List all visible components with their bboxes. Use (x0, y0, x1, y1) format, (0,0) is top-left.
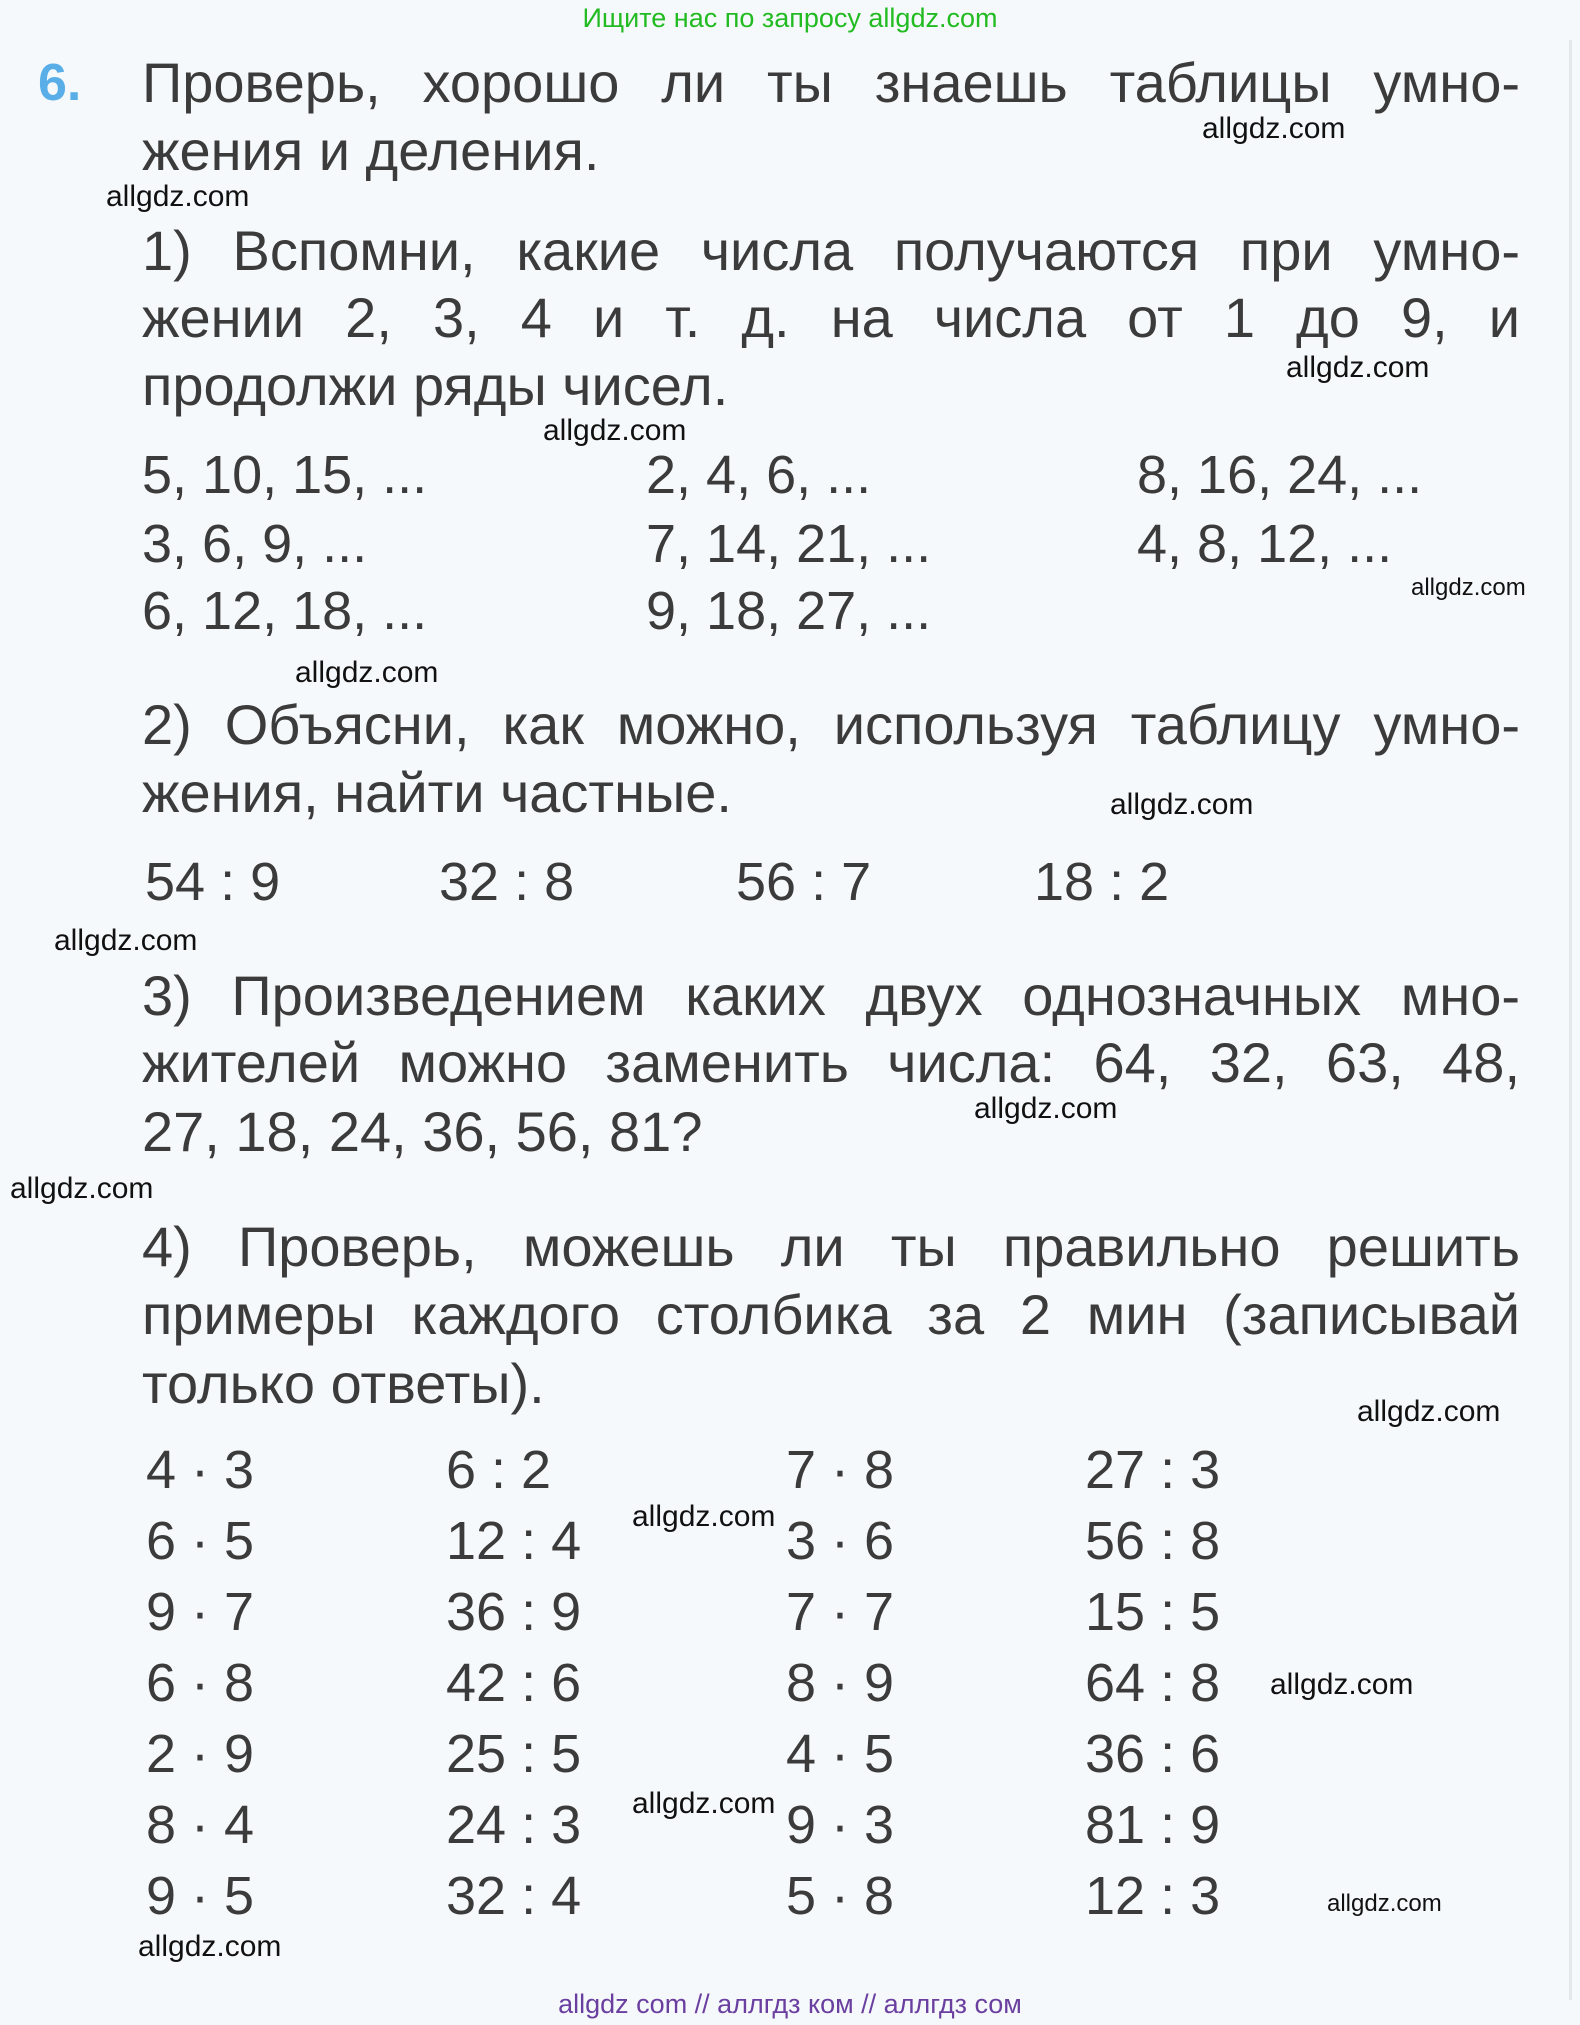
watermark: allgdz.com (1286, 351, 1430, 384)
task1-line: продолжи ряды чисел. (142, 354, 729, 417)
example: 2 · 9 (146, 1724, 255, 1784)
example: 3 · 6 (786, 1511, 895, 1571)
example: 24 : 3 (446, 1795, 582, 1855)
sequence: 2, 4, 6, ... (646, 445, 872, 505)
sequence: 7, 14, 21, ... (646, 514, 932, 574)
example: 4 · 3 (146, 1440, 255, 1500)
watermark: allgdz.com (1110, 788, 1254, 821)
sequence: 4, 8, 12, ... (1137, 514, 1393, 574)
watermark: allgdz.com (54, 924, 198, 957)
task3-line: жителей можно заменить числа: 64, 32, 63, 48, (142, 1031, 1520, 1094)
example: 12 : 4 (446, 1511, 582, 1571)
example: 36 : 9 (446, 1582, 582, 1642)
intro-line: жения и деления. (142, 119, 600, 182)
watermark: allgdz.com (106, 180, 250, 213)
task4-line: 4) Проверь, можешь ли ты правильно решить (142, 1215, 1520, 1278)
sequence: 3, 6, 9, ... (142, 514, 368, 574)
example: 81 : 9 (1085, 1795, 1221, 1855)
watermark: allgdz.com (1411, 574, 1526, 601)
task1-line: 1) Вспомни, какие числа получаются при умно- (142, 219, 1520, 282)
example: 6 : 2 (446, 1440, 552, 1500)
example: 25 : 5 (446, 1724, 582, 1784)
example: 7 · 7 (786, 1582, 895, 1642)
footer-links[interactable]: allgdz com // аллгдз ком // аллгдз сом (558, 1989, 1022, 2019)
watermark: allgdz.com (1357, 1395, 1501, 1428)
watermark: allgdz.com (10, 1172, 154, 1205)
watermark: allgdz.com (632, 1500, 776, 1533)
example: 9 · 3 (786, 1795, 895, 1855)
example: 6 · 8 (146, 1653, 255, 1713)
example: 32 : 4 (446, 1866, 582, 1926)
quotient: 56 : 7 (736, 852, 872, 912)
example: 36 : 6 (1085, 1724, 1221, 1784)
watermark: allgdz.com (1270, 1668, 1414, 1701)
intro-line: Проверь, хорошо ли ты знаешь таблицы умно- (142, 51, 1520, 114)
watermark: allgdz.com (1327, 1890, 1442, 1917)
sequence: 8, 16, 24, ... (1137, 445, 1423, 505)
task2-line: 2) Объясни, как можно, используя таблицу умно- (142, 693, 1520, 756)
watermark: allgdz.com (295, 656, 439, 689)
task1-line: жении 2, 3, 4 и т. д. на числа от 1 до 9, и (142, 286, 1520, 349)
sequence: 5, 10, 15, ... (142, 445, 428, 505)
task3-line: 3) Произведением каких двух однозначных мно- (142, 964, 1520, 1027)
exercise-number: 6. (38, 54, 82, 112)
task3-line: 27, 18, 24, 36, 56, 81? (142, 1100, 703, 1163)
example: 5 · 8 (786, 1866, 895, 1926)
watermark: allgdz.com (632, 1787, 776, 1820)
search-banner[interactable]: Ищите нас по запросу allgdz.com (582, 3, 998, 33)
example: 7 · 8 (786, 1440, 895, 1500)
example: 6 · 5 (146, 1511, 255, 1571)
example: 27 : 3 (1085, 1440, 1221, 1500)
example: 8 · 4 (146, 1795, 255, 1855)
watermark: allgdz.com (543, 414, 687, 447)
example: 9 · 7 (146, 1582, 255, 1642)
example: 56 : 8 (1085, 1511, 1221, 1571)
example: 8 · 9 (786, 1653, 895, 1713)
task4-line: примеры каждого столбика за 2 мин (записывай (142, 1283, 1520, 1346)
example: 42 : 6 (446, 1653, 582, 1713)
quotient: 54 : 9 (145, 852, 281, 912)
watermark: allgdz.com (974, 1092, 1118, 1125)
example: 64 : 8 (1085, 1653, 1221, 1713)
example: 9 · 5 (146, 1866, 255, 1926)
task2-line: жения, найти частные. (142, 761, 732, 824)
watermark: allgdz.com (1202, 112, 1346, 145)
example: 4 · 5 (786, 1724, 895, 1784)
watermark: allgdz.com (138, 1930, 282, 1963)
quotient: 18 : 2 (1034, 852, 1170, 912)
example: 15 : 5 (1085, 1582, 1221, 1642)
sequence: 6, 12, 18, ... (142, 581, 428, 641)
page-edge (1569, 40, 1572, 2000)
example: 12 : 3 (1085, 1866, 1221, 1926)
quotient: 32 : 8 (439, 852, 575, 912)
sequence: 9, 18, 27, ... (646, 581, 932, 641)
task4-line: только ответы). (142, 1352, 545, 1415)
